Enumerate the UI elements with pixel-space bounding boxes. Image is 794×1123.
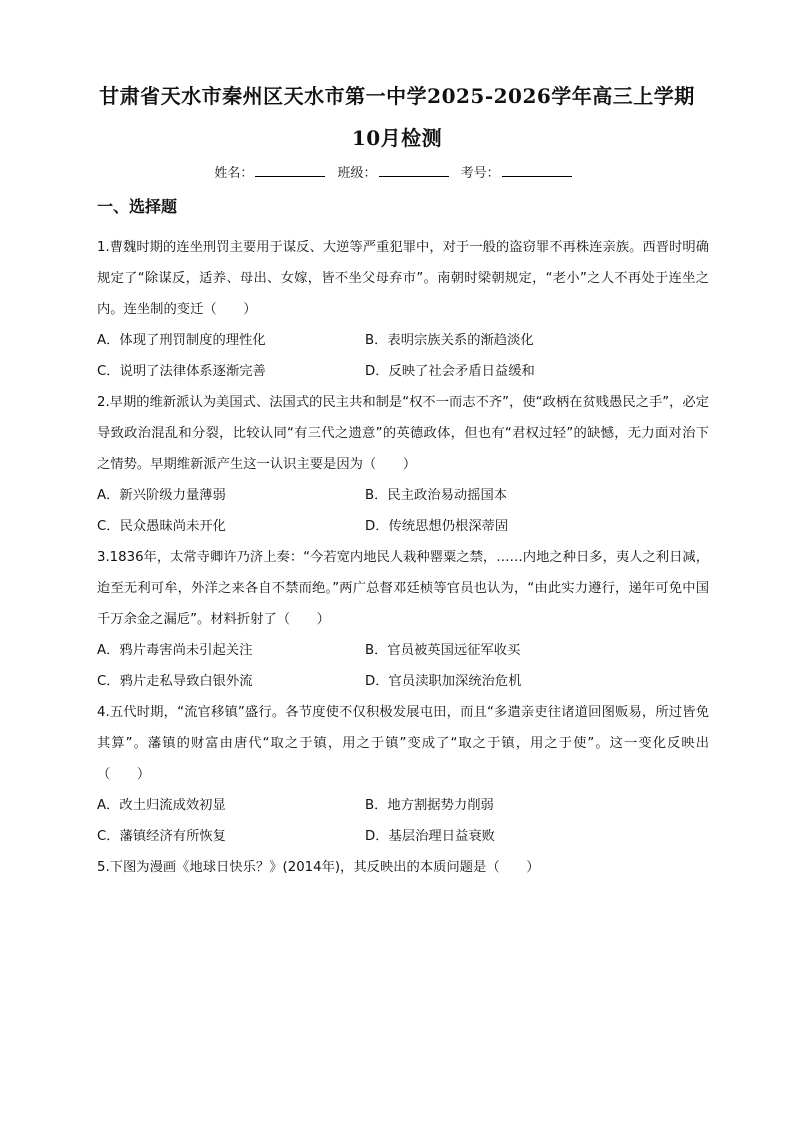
option-a[interactable]: A．改土归流成效初显 xyxy=(97,798,226,813)
question-1 xyxy=(97,232,709,387)
question-2 xyxy=(97,387,709,542)
option-d[interactable]: D．官员渎职加深统治危机 xyxy=(365,674,522,689)
option-c[interactable]: C．鸦片走私导致白银外流 xyxy=(97,674,253,689)
exam-title-line1: 甘肃省天水市秦州区天水市第一中学2025-2026学年高三上学期 xyxy=(99,84,695,108)
question-5 xyxy=(97,852,709,883)
option-a[interactable]: A．鸦片毒害尚未引起关注 xyxy=(97,643,253,658)
option-a[interactable]: A．新兴阶级力量薄弱 xyxy=(97,488,226,503)
option-d[interactable]: D．反映了社会矛盾日益缓和 xyxy=(365,364,535,379)
question-4 xyxy=(97,697,709,852)
option-b[interactable]: B．地方割据势力削弱 xyxy=(365,798,494,813)
question-stem: 2.早期的维新派认为美国式、法国式的民主共和制是“权不一而志不齐”，使“政柄在贫贱愚民之手”，必定导致政治混乱和分裂，比较认同“有三代之遗意”的英德政体，但也有“君权过轻”的缺憾，无力面对治下之情势。早期维新派产生这一认识主要是因为（ ） xyxy=(97,395,710,472)
option-list xyxy=(97,480,709,542)
question-stem: 3.1836年，太常寺卿许乃济上奏：“今若宽内地民人栽种罂粟之禁，……内地之种日多，夷人之利日减，迨至无利可牟，外洋之来各自不禁而绝。”两广总督邓廷桢等官员也认为，“由此实力遵行，递年可免中国千万余金之漏卮”。材料折射了（ ） xyxy=(97,550,709,627)
option-b[interactable]: B．表明宗族关系的渐趋淡化 xyxy=(365,333,534,348)
option-c[interactable]: C．藩镇经济有所恢复 xyxy=(97,829,226,844)
option-list xyxy=(97,325,709,387)
student-info xyxy=(0,162,794,181)
questions-container xyxy=(97,232,709,883)
option-d[interactable]: D．传统思想仍根深蒂固 xyxy=(365,519,509,534)
question-3 xyxy=(97,542,709,697)
option-d[interactable]: D．基层治理日益衰败 xyxy=(365,829,495,844)
question-stem: 5.下图为漫画《地球日快乐？》(2014年)，其反映出的本质问题是（ ） xyxy=(97,860,540,875)
option-a[interactable]: A．体现了刑罚制度的理性化 xyxy=(97,333,266,348)
section-heading: 一、选择题 xyxy=(97,197,178,216)
option-list xyxy=(97,635,709,697)
option-c[interactable]: C．说明了法律体系逐渐完善 xyxy=(97,364,266,379)
exam-number-blank[interactable] xyxy=(502,164,572,177)
option-b[interactable]: B．民主政治易动摇国本 xyxy=(365,488,508,503)
name-label: 姓名： xyxy=(214,166,254,181)
question-stem: 1.曹魏时期的连坐刑罚主要用于谋反、大逆等严重犯罪中，对于一般的盗窃罪不再株连亲族。西晋时明确规定了“除谋反，适养、母出、女嫁，皆不坐父母弃市”。南朝时梁朝规定，“老小”之人不再处于连坐之内。连坐制的变迁（ ） xyxy=(97,240,709,317)
question-stem: 4.五代时期，“流官移镇”盛行。各节度使不仅积极发展屯田，而且“多遣亲吏往诸道回图贩易，所过皆免其算”。藩镇的财富由唐代“取之于镇，用之于镇”变成了“取之于镇，用之于使”。这一变化反映出（ ） xyxy=(97,705,709,782)
option-b[interactable]: B．官员被英国远征军收买 xyxy=(365,643,521,658)
class-blank[interactable] xyxy=(379,164,449,177)
name-blank[interactable] xyxy=(255,164,325,177)
class-label: 班级： xyxy=(337,166,377,181)
exam-number-label: 考号： xyxy=(460,166,500,181)
option-list xyxy=(97,790,709,852)
exam-title-line2: 10月检测 xyxy=(351,126,443,150)
option-c[interactable]: C．民众愚昧尚未开化 xyxy=(97,519,226,534)
